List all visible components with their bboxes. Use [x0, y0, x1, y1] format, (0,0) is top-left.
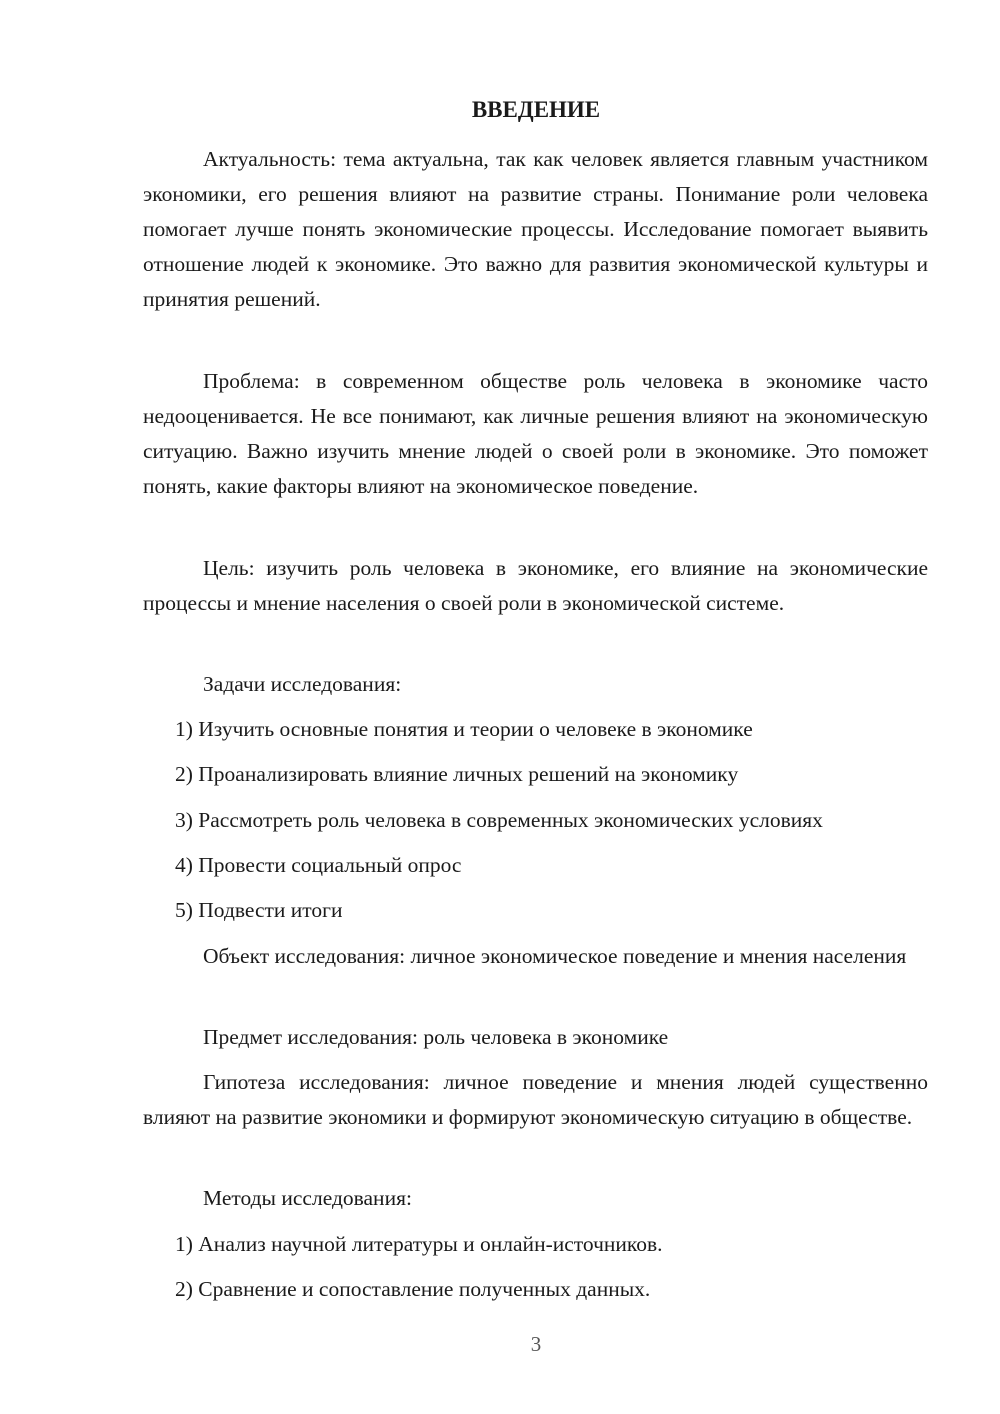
paragraph-subject: Предмет исследования: роль человека в экономике [203, 1025, 669, 1049]
paragraph-problem: Проблема: в современном обществе роль человека в экономике часто недооценивается. Не все понимают, как личные решения влияют на экономическую ситуацию. Важно изучить мнение людей о своей роли в экономике. Это поможет понять, какие факторы влияют на экономическое поведение. [143, 369, 928, 498]
list-item: 3) Рассмотреть роль человека в современных экономических условиях [175, 808, 823, 832]
list-item: 1) Изучить основные понятия и теории о человеке в экономике [175, 717, 753, 741]
list-item: 5) Подвести итоги [175, 898, 343, 922]
page-title: ВВЕДЕНИЕ [471, 97, 601, 122]
paragraph-object: Объект исследования: личное экономическое поведение и мнения населения [203, 944, 907, 968]
paragraph-relevance: Актуальность: тема актуальна, так как человек является главным участником экономики, его решения влияют на развитие страны. Понимание роли человека помогает лучше понять экономические процессы. Исследование помогает выявить отношение людей к экономике. Это важно для развития экономической культуры и принятия решений. [143, 147, 928, 311]
list-item: 1) Анализ научной литературы и онлайн-источников. [175, 1232, 663, 1256]
tasks-heading: Задачи исследования: [203, 672, 402, 696]
paragraph-hypothesis: Гипотеза исследования: личное поведение и мнения людей существенно влияют на развитие экономики и формируют экономическую ситуацию в обществе. [143, 1070, 928, 1129]
methods-heading: Методы исследования: [203, 1186, 412, 1210]
paragraph-goal: Цель: изучить роль человека в экономике, его влияние на экономические процессы и мнение населения о своей роли в экономической системе. [143, 556, 928, 615]
list-item: 2) Сравнение и сопоставление полученных данных. [175, 1277, 651, 1301]
list-item: 4) Провести социальный опрос [175, 853, 462, 877]
page-number: 3 [530, 1332, 542, 1356]
list-item: 2) Проанализировать влияние личных решений на экономику [175, 762, 739, 786]
